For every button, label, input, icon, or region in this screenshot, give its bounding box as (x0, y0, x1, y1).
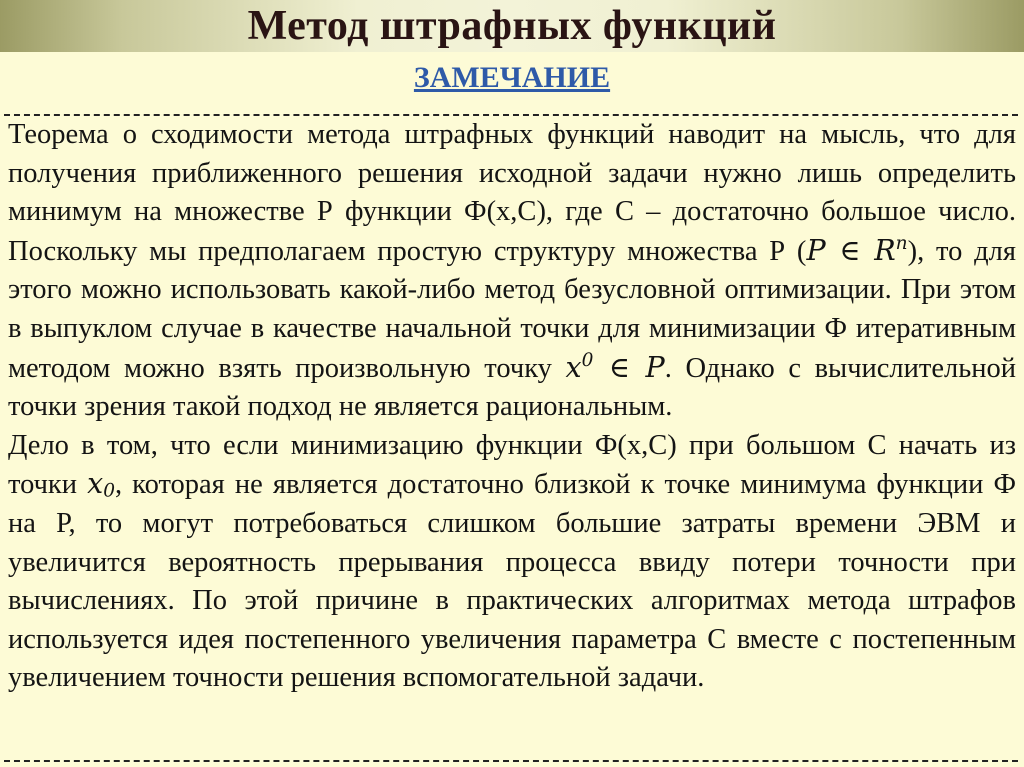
bottom-dashed-divider (4, 760, 1018, 762)
p2-text-1: Дело в том, что если минимизацию функции Ф(x,C) при большом С начать из точки (8, 429, 1016, 501)
body-text (8, 116, 1016, 698)
title-bar (0, 0, 1024, 52)
p2-text-2: , которая не является достаточно близкой к точке минимума функции Ф на Р, то могут потребоваться слишком большие затраты времени ЭВМ и увеличится вероятность прерывания процесса ввиду потери точности при вычислениях. По этой причине в практических алгоритмах метода штрафов используется идея постепенного увеличения параметра С вместе с постепенным увеличением точности решения вспомогательной задачи. (8, 469, 1016, 694)
p2-math-point-sub: 0 (103, 481, 115, 503)
paragraph-1 (8, 116, 1016, 427)
paragraph-2 (8, 427, 1016, 698)
p1-text-2: ), то для этого можно использовать какой-либо метод безусловной оптимизации. При этом в выпуклом случае в качестве начальной точки для минимизации Ф итеративным методом можно взять произвольную точку (8, 235, 1016, 384)
slide-title: Метод штрафных функций (247, 3, 777, 49)
p1-math-point-rest: ∈ P (593, 350, 665, 384)
p2-math-point (87, 467, 115, 503)
p1-math-point-sup: 0 (581, 349, 594, 371)
p1-math-set-sup: n (895, 232, 908, 254)
p1-text-3: . Однако с вычислительной точки зрения такой подход не является рациональным. (8, 352, 1016, 423)
slide-subtitle: ЗАМЕЧАНИЕ (413, 61, 611, 94)
p1-math-point (566, 351, 665, 384)
p1-math-set-base: P ∈ R (806, 233, 896, 267)
p1-math-set (806, 234, 907, 267)
p1-math-point-base: x (565, 350, 582, 384)
p2-math-point-base: x (87, 467, 104, 501)
p1-text-1: Теорема о сходимости метода штрафных функций наводит на мысль, что для получения приближенного решения исходной задачи нужно лишь определить минимум на множестве Р функции Ф(x,C), где С – достаточно большое число. Поскольку мы предполагаем простую структуру множества Р ( (8, 119, 1016, 267)
